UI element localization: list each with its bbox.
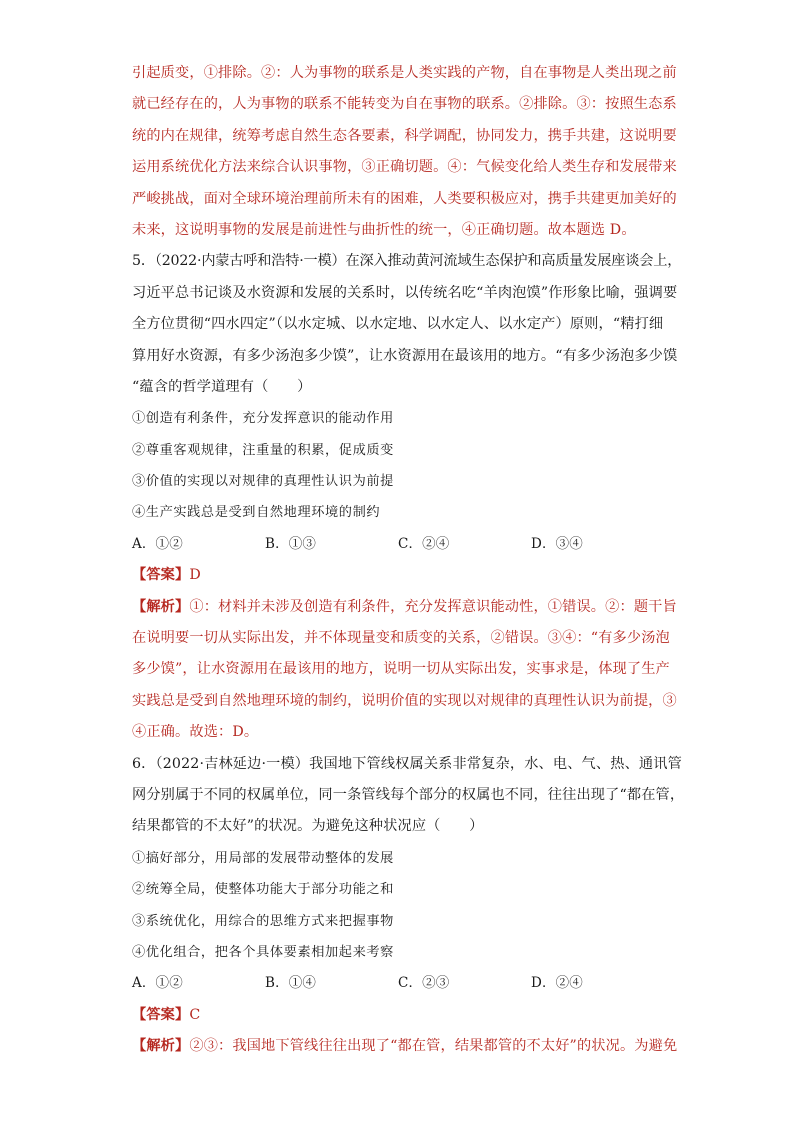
answer-value: C	[189, 1006, 201, 1023]
question-5-option: ③价值的实现以对规律的真理性认识为前提	[132, 474, 394, 490]
question-6-option: ①搞好部分，用局部的发展带动整体的发展	[132, 850, 394, 866]
choice-b: B．①④	[265, 975, 317, 992]
analysis-line: 引起质变，①排除。②：人为事物的联系是人类实践的产物，自在事物是人类出现之前	[132, 65, 677, 81]
question-5-stem: 5．（2022·内蒙古呼和浩特·一模）在深入推动黄河流域生态保护和高质量发展座谈会上，	[132, 253, 682, 270]
answer-tag: 【答案】	[132, 567, 190, 584]
analysis-line: 未来，这说明事物的发展是前进性与曲折性的统一，④正确切题。故本题选 D。	[132, 221, 636, 238]
question-5-choices	[132, 529, 664, 560]
question-5-option: ①创造有利条件，充分发挥意识的能动作用	[132, 411, 394, 427]
answer-tag: 【答案】	[132, 1006, 190, 1023]
question-5-option: ②尊重客观规律，注重量的积累，促成质变	[132, 442, 394, 458]
question-6-option: ④优化组合，把各个具体要素相加起来考察	[132, 944, 394, 960]
choice-c: C．②④	[398, 535, 450, 552]
analysis-text: ②③：我国地下管线往往出现了“都在管，结果都管的不太好”的状况。为避免	[189, 1038, 678, 1055]
choice-d: D．③④	[531, 535, 583, 552]
question-5-analysis	[132, 592, 677, 623]
question-6-option: ③系统优化，用综合的思维方式来把握事物	[132, 913, 394, 929]
answer-value: D	[189, 567, 201, 584]
analysis-tag: 【解析】	[132, 1038, 190, 1055]
analysis-line: 运用系统优化方法来综合认识事物，③正确切题。④：气候变化给人类生存和发展带来	[132, 159, 677, 176]
analysis-text: ①：材料并未涉及创造有利条件，充分发挥意识能动性，①错误。②：题干旨	[189, 598, 677, 615]
analysis-line: 实践总是受到自然地理环境的制约，说明价值的实现以对规律的真理性认识为前提，③	[132, 692, 677, 709]
choice-a: A．①②	[132, 975, 183, 992]
analysis-line: 多少馍”，让水资源用在最该用的地方，说明一切从实际出发，实事求是，体现了生产	[132, 661, 670, 678]
question-6-choices	[132, 968, 664, 999]
question-6-option: ②统筹全局，使整体功能大于部分功能之和	[132, 882, 394, 898]
analysis-line: 在说明要一切从实际出发，并不体现量变和质变的关系，②错误。③④：“有多少汤泡	[132, 630, 670, 647]
question-6-stem: 结果都管的不太好”的状况。为避免这种状况应（ ）	[132, 818, 484, 835]
question-6-answer	[132, 1000, 664, 1031]
question-5-stem: 全方位贯彻“四水四定”（以水定城、以水定地、以水定人、以水定产）原则，“精打细	[132, 316, 664, 333]
choice-d: D．②④	[531, 975, 583, 992]
question-5-stem: 习近平总书记谈及水资源和发展的关系时，以传统名吃“羊肉泡馍”作形象比喻，强调要	[132, 284, 678, 301]
analysis-line: 统的内在规律，统筹考虑自然生态各要素，科学调配，协同发力，携手共建，这说明要	[132, 127, 677, 144]
question-6-stem: 网分别属于不同的权属单位，同一条管线每个部分的权属也不同，往往出现了“都在管，	[132, 786, 685, 803]
document-page	[132, 58, 685, 1063]
question-5-stem: 算用好水资源，有多少汤泡多少馍”，让水资源用在最该用的地方。“有多少汤泡多少馍	[132, 347, 678, 364]
choice-b: B．①③	[265, 535, 317, 552]
question-5-option: ④生产实践总是受到自然地理环境的制约	[132, 505, 381, 521]
choice-c: C．②③	[398, 975, 450, 992]
analysis-tag: 【解析】	[132, 598, 190, 615]
question-6-analysis	[132, 1031, 678, 1062]
choice-a: A．①②	[132, 535, 183, 552]
analysis-line: 就已经存在的，人为事物的联系不能转变为自在事物的联系。②排除。③：按照生态系	[132, 96, 677, 113]
question-5-answer	[132, 560, 664, 591]
analysis-line: 严峻挑战，面对全球环境治理前所未有的困难，人类要积极应对，携手共建更加美好的	[132, 190, 677, 207]
analysis-line: ④正确。故选：D。	[132, 724, 259, 741]
question-5-stem: “蕴含的哲学道理有（ ）	[132, 378, 312, 395]
question-6-stem: 6．（2022·吉林延边·一模）我国地下管线权属关系非常复杂，水、电、气、热、通讯管	[132, 755, 682, 772]
